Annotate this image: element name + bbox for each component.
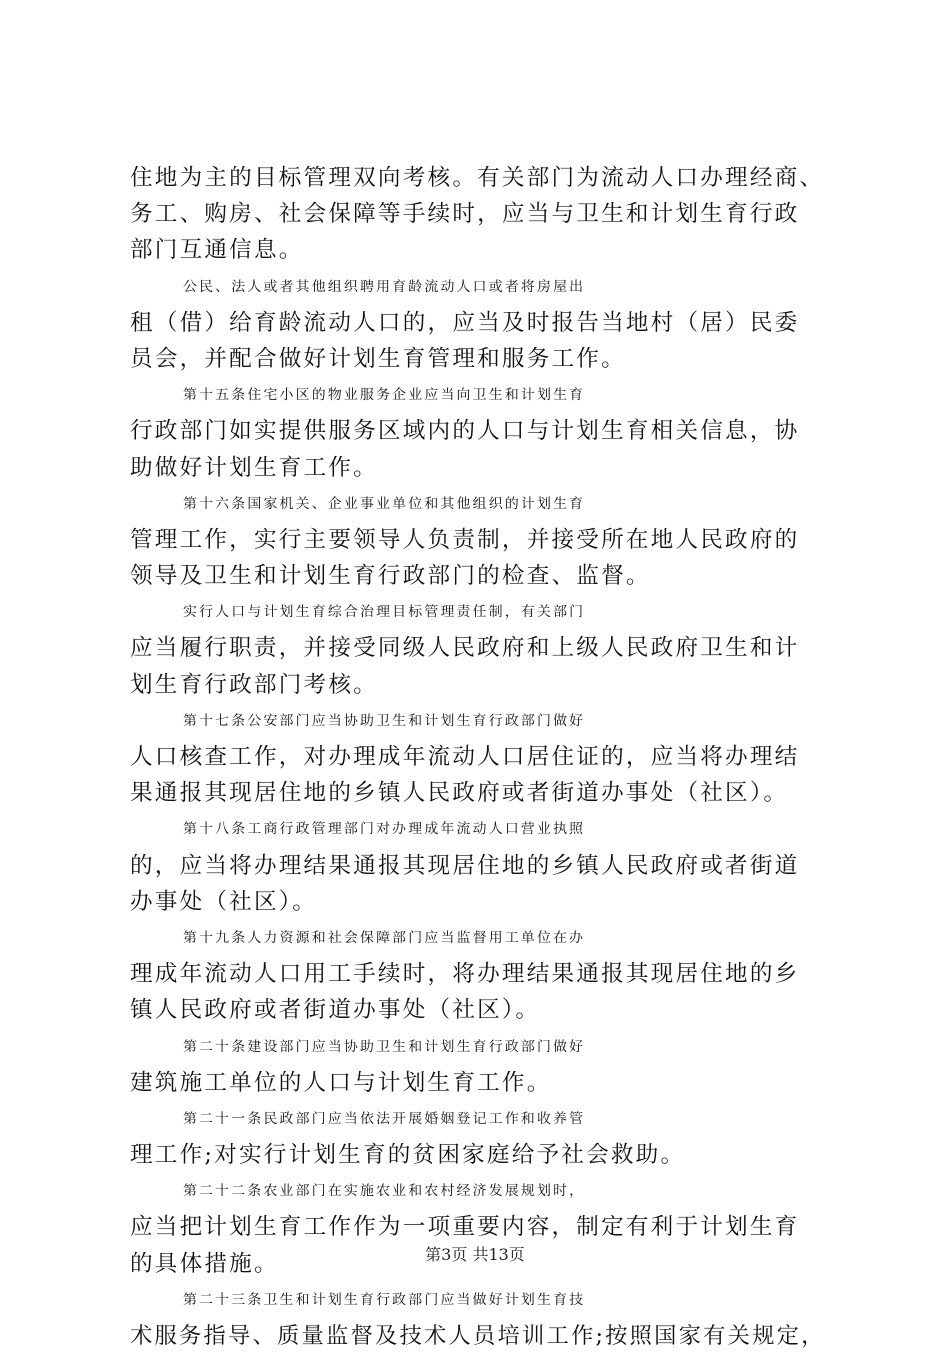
text-line: 助做好计划生育工作。 (130, 454, 378, 481)
text-line: 理工作;对实行计划生育的贫困家庭给予社会救助。 (130, 1142, 686, 1169)
document-body (130, 160, 830, 1354)
paragraph-start-line: 第十九条人力资源和社会保障部门应当监督用工单位在办 (183, 929, 586, 946)
paragraph-start-line: 第二十条建设部门应当协助卫生和计划生育行政部门做好 (183, 1038, 586, 1055)
text-line: 术服务指导、质量监督及技术人员培训工作;按照国家有关规定， (130, 1323, 826, 1349)
text-line: 的具体措施。 (130, 1250, 279, 1277)
paragraph-start-line: 第十六条国家机关、企业事业单位和其他组织的计划生育 (183, 495, 586, 512)
text-line: 员会，并配合做好计划生育管理和服务工作。 (130, 345, 626, 372)
text-line: 住地为主的目标管理双向考核。有关部门为流动人口办理经商、 (130, 165, 825, 191)
text-line: 的，应当将办理结果通报其现居住地的乡镇人民政府或者街道 (130, 852, 800, 879)
text-line: 建筑施工单位的人口与计划生育工作。 (130, 1069, 552, 1096)
text-line: 部门互通信息。 (130, 237, 304, 264)
text-line: 划生育行政部门考核。 (130, 671, 378, 698)
paragraph-start-line: 第十八条工商行政管理部门对办理成年流动人口营业执照 (183, 821, 586, 838)
paragraph-start-line: 第二十一条民政部门应当依法开展婚姻登记工作和收养管 (183, 1110, 586, 1127)
text-line: 应当把计划生育工作作为一项重要内容，制定有利于计划生育 (130, 1214, 800, 1241)
text-line: 务工、购房、社会保障等手续时，应当与卫生和计划生育行政 (130, 201, 800, 228)
text-line: 领导及卫生和计划生育行政部门的检查、监督。 (130, 563, 651, 590)
text-line: 管理工作，实行主要领导人负责制，并接受所在地人民政府的 (130, 526, 800, 553)
text-line: 租（借）给育龄流动人口的，应当及时报告当地村（居）民委 (130, 309, 800, 336)
text-line: 镇人民政府或者街道办事处（社区）。 (130, 997, 541, 1024)
paragraph-start-line: 公民、法人或者其他组织聘用育龄流动人口或者将房屋出 (183, 278, 586, 295)
text-line: 应当履行职责，并接受同级人民政府和上级人民政府卫生和计 (130, 635, 800, 662)
paragraph-start-line: 实行人口与计划生育综合治理目标管理责任制，有关部门 (183, 604, 586, 621)
page-footer: 第3页 共13页 (425, 1245, 525, 1264)
text-line: 果通报其现居住地的乡镇人民政府或者街道办事处（社区）。 (130, 780, 789, 807)
text-line: 人口核查工作，对办理成年流动人口居住证的，应当将办理结 (130, 744, 800, 770)
paragraph-start-line: 第十七条公安部门应当协助卫生和计划生育行政部门做好 (183, 712, 586, 729)
text-line: 办事处（社区）。 (130, 888, 318, 915)
paragraph-start-line: 第二十三条卫生和计划生育行政部门应当做好计划生育技 (183, 1291, 586, 1308)
text-line: 理成年流动人口用工手续时，将办理结果通报其现居住地的乡 (130, 961, 800, 988)
paragraph-start-line: 第二十二条农业部门在实施农业和农村经济发展规划时， (183, 1183, 586, 1200)
text-line: 行政部门如实提供服务区域内的人口与计划生育相关信息，协 (130, 418, 800, 445)
paragraph-start-line: 第十五条住宅小区的物业服务企业应当向卫生和计划生育 (183, 387, 586, 404)
